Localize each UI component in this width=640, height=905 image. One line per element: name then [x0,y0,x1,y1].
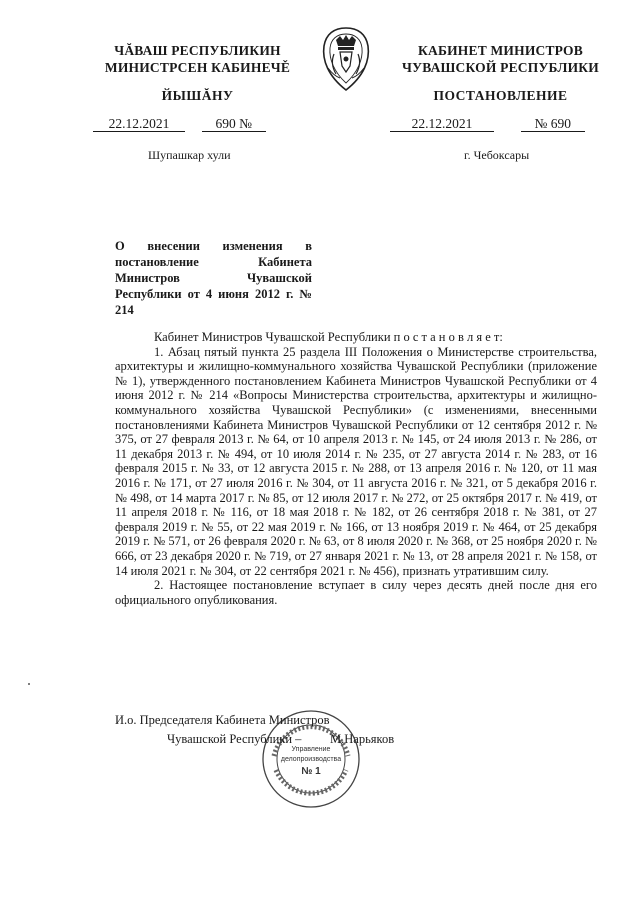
right-city: г. Чебоксары [464,148,530,162]
stamp-line1: Управление [291,746,331,753]
right-number: № 690 [521,116,585,132]
right-date-line [390,116,585,132]
left-date: 22.12.2021 [93,116,185,132]
body-paragraph-1: 1. Абзац пятый пункта 25 раздела III Положения о Министерстве строительства, архитектуры и жилищно-коммунального хозяйства Чувашской Республики (приложение № 1), утвержденного постановлением Кабинета Министров Чувашской Республики от 4 июня 2012 г. № 214 «Вопросы Министерства строительства, архитектуры и жилищно-коммунального хозяйства Чувашской Республики» (с изменениями, внесенными постановлениями Кабинета Министров Чувашской Республики от 12 сентября 2012 г. № 375, от 27 февраля 2013 г. № 64, от 10 апреля 2013 г. № 145, от 24 июля 2013 г. № 286, от 11 декабря 2013 г. № 494, от 10 июля 2014 г. № 235, от 27 августа 2014 г. № 283, от 16 февраля 2015 г. № 33, от 12 августа 2015 г. № 288, от 13 апреля 2016 г. № 120, от 11 мая 2016 г. № 171, от 27 июля 2016 г. № 304, от 11 августа 2016 г. № 321, от 5 декабря 2016 г. № 498, от 14 марта 2017 г. № 85, от 12 июля 2017 г. № 272, от 25 октября 2017 г. № 419, от 11 апреля 2018 г. № 116, от 18 мая 2018 г. № 182, от 26 сентября 2018 г. № 381, от 27 февраля 2019 г. № 55, от 22 мая 2019 г. № 166, от 13 ноября 2019 г. № 464, от 25 декабря 2019 г. № 571, от 26 февраля 2020 г. № 63, от 8 июля 2020 г. № 368, от 25 ноября 2020 г. № 666, от 23 декабря 2020 г. № 719, от 27 января 2021 г. № 13, от 28 апреля 2021 г. № 158, от 14 июля 2021 г. № 304, от 22 сентября 2021 г. № 456), признать утратившим силу. [115,344,597,578]
header-right-line1: КАБИНЕТ МИНИСТРОВ [418,43,583,58]
signature-line2: Чувашской Республики – [167,732,302,746]
header-left-line2: МИНИСТРСЕН КАБИНЕЧĚ [104,60,291,75]
stamp-line2: делопроизводства [280,756,342,763]
signature-line1: И.о. Председателя Кабинета Министров [115,713,330,727]
body-paragraph-2: 2. Настоящее постановление вступает в силу через десять дней после дня его официального опубликования. [115,578,597,607]
emblem-icon [314,24,378,96]
document-body [115,330,597,607]
header-right-title: ПОСТАНОВЛЕНИЕ [433,88,568,103]
left-date-line [93,116,266,132]
header-left-block [95,42,300,76]
header-right-block [388,42,613,76]
document-subject: О внесении изменения в постановление Кабинета Министров Чувашской Республики от 4 июня 2012 г. № 214 [115,239,312,317]
stamp-number: № 1 [301,766,321,777]
left-number: 690 № [202,116,266,132]
header-left-line1: ЧĂВАШ РЕСПУБЛИКИН [114,43,281,58]
header-left-title: ЙЫШĂНУ [161,88,234,103]
scan-dot [28,683,30,685]
signature-name: М.Нарьяков [330,732,395,746]
body-intro: Кабинет Министров Чувашской Республики п о с т а н о в л я е т: [154,330,503,344]
right-date: 22.12.2021 [390,116,494,132]
header-right-line2: ЧУВАШСКОЙ РЕСПУБЛИКИ [402,60,599,75]
left-city: Шупашкар хули [148,148,231,162]
